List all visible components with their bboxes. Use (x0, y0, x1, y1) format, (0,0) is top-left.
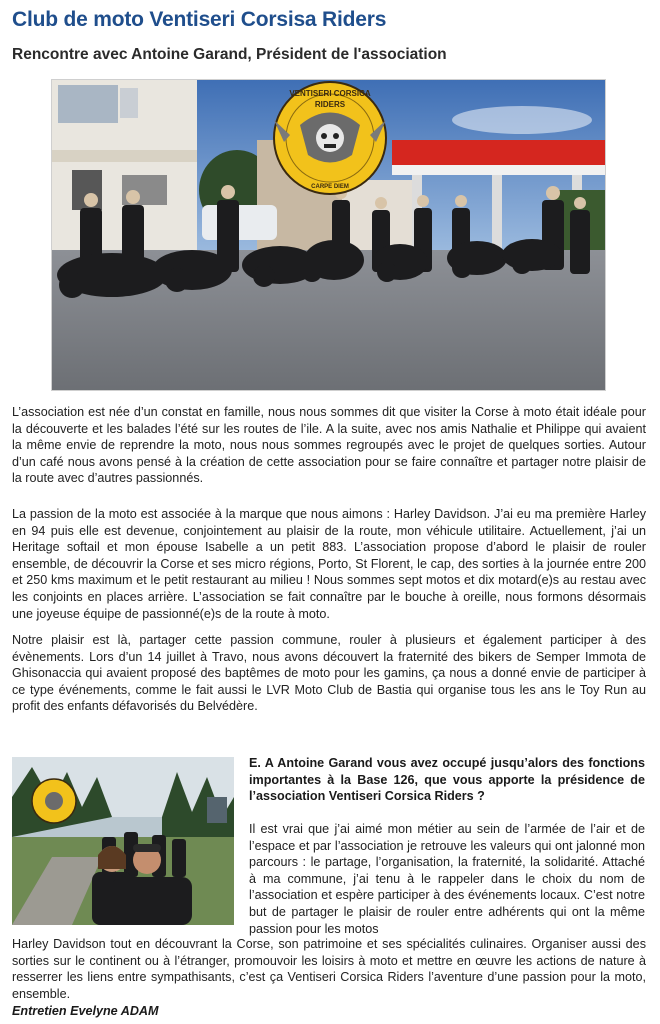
interview-question: E. A Antoine Garand vous avez occupé jusqu’alors des fonctions importantes à la Base 126, que vous apporte la présidence de l’association Ventiseri Corsica Riders ? (249, 756, 645, 804)
interview-answer-part-2: Harley Davidson tout en découvrant la Corse, son patrimoine et ses spécialités culinaires. Organiser aussi des sorties sur le continent ou à l’étranger, promouvoir les loisirs à moto et mettre en œuvre les actions de nature à resserrer les liens entre sympathisants, c’est ça Ventiseri Corsica Riders l’aventure d’une passion pour la moto, ensemble. (12, 937, 646, 1001)
logo-text-mid: RIDERS (314, 100, 346, 109)
article-title: Club de moto Ventiseri Corsisa Riders (12, 8, 387, 31)
club-logo (274, 82, 386, 194)
logo-text-bottom: CARPE DIEM (311, 184, 349, 190)
article-subtitle: Rencontre avec Antoine Garand, Président de l'association (12, 46, 447, 63)
article-paragraph-1: L’association est née d’un constat en famille, nous nous sommes dit que visiter la Corse à moto était idéale pour la découverte et les balades l’été sur les routes de l’ile. A la suite, avec nos amis Nathalie et Philippe qui avaient la même envie de reprendre la moto, nous nous sommes regroupés avec le projet de quelques sorties. Autour d’un café nous avons pensé à la création de cette association pour se faire connaître et partager notre plaisir de la route avec d’autres passionnés. (12, 405, 646, 486)
president-photo (12, 757, 234, 925)
article-paragraph-3: Notre plaisir est là, partager cette passion commune, rouler à plusieurs et également participer à des évènements. Lors d’un 14 juillet à Travo, nous avons découvert la fraternité des bikers de Semper Immota de Ghisonaccia qui avaient proposé des baptêmes de moto pour les gamins, ça nous a donné envie de participer à ce type événements, comme le fait aussi le LVR Moto Club de Bastia qui organise tous les ans le Toy Run au profit des enfants défavorisés du Belvédère. (12, 633, 646, 714)
author-signature: Entretien Evelyne ADAM (12, 1004, 159, 1018)
interview-answer-part-1: Il est vrai que j’ai aimé mon métier au sein de l’armée de l’air et de l’espace et par l’association je retrouve les valeurs qui ont jalonné mon parcours : le partage, l’organisation, la fraternité, la solidarité. Attaché à ma commune, j’ai tenu à le rappeler dans le choix du nom de l’association et espère participer à des événements locaux. C’est notre but de partager le plaisir de rouler entre adhérents qui ont la même passion pour les motos (249, 822, 645, 936)
article-paragraph-2: La passion de la moto est associée à la marque que nous aimons : Harley Davidson. J’ai eu ma première Harley en 94 puis elle est devenue, conjointement au plaisir de la route, mon véhicule utilitaire. Actuellement, j’ai un Heritage softail et mon épouse Isabelle a un petit 883. L’association propose d’abord le plaisir de rouler ensemble, de découvrir la Corse et ses micro régions, Porto, St Florent, le cap, des sorties à la journée entre 200 et 250 kms maximum et le petit restaurant au milieu ! Nous sommes sept motos et dix motard(e)s au restau avec les conjoints en places arrière. L’association se fait connaître par le bouche à oreille, nous formons désormais une joyeuse équipe de passionné(e)s de la route à moto. (12, 507, 646, 621)
logo-text-top: VENTISERI CORSICA (289, 89, 371, 98)
group-photo (51, 79, 606, 391)
